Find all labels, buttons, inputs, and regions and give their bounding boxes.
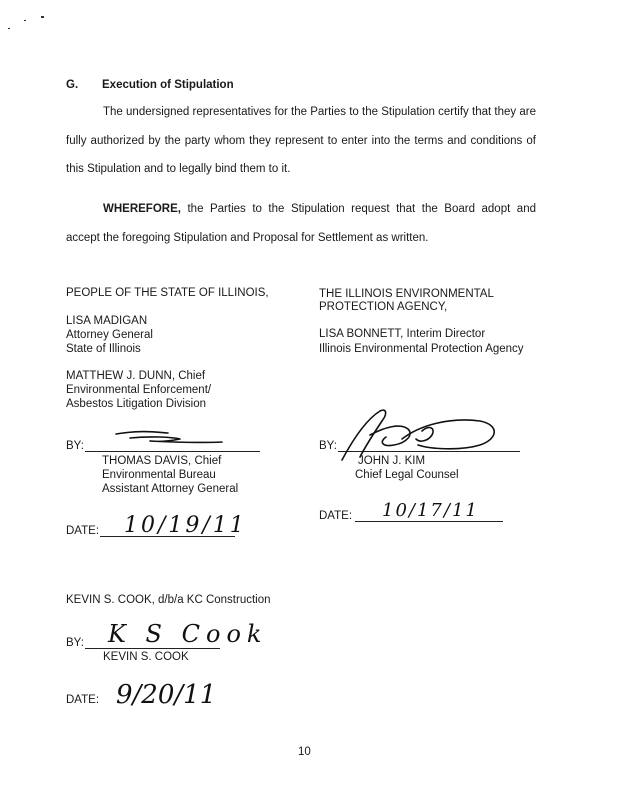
right-signer-title: Chief Legal Counsel <box>355 469 459 481</box>
left-signature-line <box>85 451 260 452</box>
third-date-value: 9/20/11 <box>116 680 217 710</box>
left-date-label: DATE: <box>66 525 100 537</box>
section-letter: G. <box>66 79 79 91</box>
left-date-value: 10/19/11 <box>124 513 247 538</box>
left-signer-name: THOMAS DAVIS, Chief <box>102 455 222 467</box>
division-chief-name: MATTHEW J. DUNN, Chief <box>66 370 206 382</box>
left-signer-title1: Environmental Bureau <box>102 469 216 481</box>
division-chief-division: Asbestos Litigation Division <box>66 398 206 410</box>
agency-director-name: LISA BONNETT, Interim Director <box>319 328 486 340</box>
third-signer-name: KEVIN S. COOK <box>103 651 189 663</box>
third-by-label: BY: <box>66 637 84 649</box>
right-date-label: DATE: <box>319 510 353 522</box>
scan-speck <box>24 20 26 21</box>
right-date-value: 10/17/11 <box>382 500 479 521</box>
attorney-general-state: State of Illinois <box>66 343 141 355</box>
attorney-general-title: Attorney General <box>66 329 153 341</box>
left-signer-title2: Assistant Attorney General <box>102 483 239 495</box>
right-party-name-line2: PROTECTION AGENCY, <box>319 301 448 313</box>
wherefore-text: the Parties to the Stipulation request that the Board adopt and accept the foregoing Stipulation and Proposal for Settlement as written. <box>66 203 536 244</box>
section-title: Execution of Stipulation <box>102 79 234 91</box>
attorney-general-name: LISA MADIGAN <box>66 315 148 327</box>
right-by-label: BY: <box>319 440 337 452</box>
right-date-line <box>355 521 503 522</box>
third-date-label: DATE: <box>66 694 100 706</box>
left-party-name: PEOPLE OF THE STATE OF ILLINOIS, <box>66 287 269 299</box>
right-signer-name: JOHN J. KIM <box>358 455 426 467</box>
wherefore-paragraph <box>66 195 536 252</box>
agency-director-title: Illinois Environmental Protection Agency <box>319 343 524 355</box>
certification-paragraph: The undersigned representatives for the Parties to the Stipulation certify that they are fully authorized by the party whom they represent to enter into the terms and conditions of this Stipulation and to legally bind them to it. <box>66 106 536 175</box>
left-by-label: BY: <box>66 440 84 452</box>
third-signature: K S Cook <box>108 620 268 648</box>
left-signature <box>110 428 230 448</box>
third-party-name: KEVIN S. COOK, d/b/a KC Construction <box>66 594 271 606</box>
scan-speck <box>8 28 10 29</box>
scan-speck <box>41 16 44 18</box>
wherefore-lead: WHEREFORE, <box>103 203 181 215</box>
division-chief-title: Environmental Enforcement/ <box>66 384 212 396</box>
third-signature-line <box>85 648 220 649</box>
right-party-name-line1: THE ILLINOIS ENVIRONMENTAL <box>319 288 494 300</box>
page-number: 10 <box>298 746 311 758</box>
